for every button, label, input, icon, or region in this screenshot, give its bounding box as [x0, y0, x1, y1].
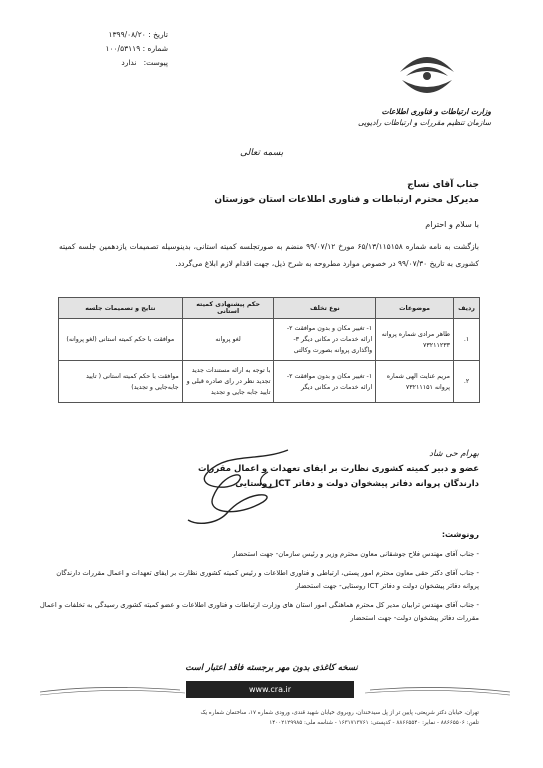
- signatory-name: بهرام حی شاد: [429, 449, 479, 459]
- row-proposal: با توجه به ارائه مستندات جدید تجدید نظر در رای صادره قبلی و تایید جابه جایی و تجدید: [182, 361, 274, 403]
- row-index: ۲.: [454, 361, 480, 403]
- addressee: [49, 178, 479, 208]
- copy-recipient: - جناب آقای مهندس فلاح جوشقانی معاون محترم وزیر و رئیس سازمان- جهت استحضار: [232, 550, 479, 558]
- greeting: با سلام و احترام: [425, 220, 479, 229]
- copies-title: رونوشت:: [441, 530, 479, 539]
- organization-subtitle: سازمان تنظیم مقررات و ارتباطات رادیویی: [357, 118, 491, 127]
- validity-notice: نسخه کاغذی بدون مهر برجسته فاقد اعتبار است: [185, 663, 358, 673]
- website-link[interactable]: www.cra.ir: [186, 681, 354, 698]
- row-index: ۱.: [454, 319, 480, 361]
- date-value: ۱۳۹۹/۰۸/۲۰: [108, 30, 146, 39]
- cra-logo-icon: [392, 42, 462, 104]
- table-row: [59, 319, 480, 361]
- footer-address-line: تهران، خیابان دکتر شریعتی، پایین تر از پل سیدخندان، روبروی خیابان شهید قندی، ورودی شماره ۱۷، ساختمان شماره یک: [200, 710, 479, 716]
- table-header: حکم پیشنهادی کمیته استانی: [182, 298, 274, 319]
- table-header-row: [59, 298, 480, 319]
- invocation: بسمه تعالی: [240, 148, 284, 158]
- organization-name: [358, 106, 491, 128]
- footer-address: [59, 708, 479, 728]
- signatory-title-cont: دارندگان پروانه دفاتر پیشخوان دولت و دفاتر ICT روستایی: [235, 479, 479, 489]
- number-value: ۱۰۰/۵۳۱۱۹: [105, 44, 141, 53]
- letter-meta: [58, 28, 168, 70]
- ministry-name: وزارت ارتباطات و فناوری اطلاعات: [381, 107, 491, 116]
- letter-body: بازگشت به نامه شماره ۶۵/۱۳/۱۱۵۱۵۸ مورخ ۹۹/۰۷/۱۲ منضم به صورتجلسه کمیته استانی، بدینوسیله تصمیمات یازدهمین جلسه کمیته کشوری به تاریخ ۹۹/۰۷/۳۰ در خصوص موارد مطروحه به شرح ذیل، جهت اقدام لازم ابلاغ می‌گردد.: [59, 242, 479, 268]
- attachment-label: پیوست:: [143, 58, 168, 67]
- handwritten-signature: [168, 442, 318, 532]
- attachment-value: ندارد: [121, 58, 137, 67]
- row-subject: طاهر مرادی شماره پروانه ۷۳۲۱۱۲۳۳: [376, 319, 454, 361]
- table-header: نتایج و تصمیمات جلسه: [59, 298, 183, 319]
- number-label: شماره :: [142, 44, 168, 53]
- table-header: نوع تخلف: [274, 298, 376, 319]
- row-proposal: لغو پروانه: [182, 319, 274, 361]
- copy-recipient: - جناب آقای دکتر حقی معاون محترم امور پستی، ارتباطی و فناوری اطلاعات و رئیس کمیته کشوری نظارت بر ایفای تعهدات و اعمال مقررات دارندگان پروانه دفاتر پیشخوان دولت و دفاتر ICT روستایی- جهت استحضار: [56, 569, 479, 590]
- table-header: موضوعات: [376, 298, 454, 319]
- row-violation: ۱- تغییر مکان و بدون موافقت ۲- ارائه خدمات در مکانی دیگر ۳- واگذاری پروانه بصورت وکالتی: [274, 319, 376, 361]
- table-header: ردیف: [454, 298, 480, 319]
- row-decision: موافقت با حکم کمیته استانی (لغو پروانه): [59, 319, 183, 361]
- copy-recipient: - جناب آقای مهندس ترابیان مدیر کل محترم هماهنگی امور استان های وزارت ارتباطات و فناوری اطلاعات و عضو کمیته کشوری رسیدگی به تخلفات و اعمال مقررات دفاتر پیشخوان دولت- جهت استحضار: [39, 601, 479, 622]
- row-subject: مریم عنایت الهی شماره پروانه ۷۳۲۱۱۱۵۱: [376, 361, 454, 403]
- addressee-name: جناب آقای نساج: [407, 180, 479, 190]
- table-row: [59, 361, 480, 403]
- row-violation: ۱- تغییر مکان و بدون موافقت ۲- ارائه خدمات در مکانی دیگر: [274, 361, 376, 403]
- addressee-title: مدیرکل محترم ارتباطات و فناوری اطلاعات استان خوزستان: [214, 195, 479, 205]
- copies-list: [39, 548, 479, 631]
- date-label: تاریخ :: [148, 30, 168, 39]
- decisions-table: [58, 297, 480, 403]
- signatory-title: عضو و دبیر کمیته کشوری نظارت بر ایفای تعهدات و اعمال مقررات: [197, 464, 479, 474]
- row-decision: موافقت با حکم کمیته استانی ( تایید جابه‌جایی و تجدید): [59, 361, 183, 403]
- footer-contact-line: تلفن: ۸۸۶۶۵۵۰۶ - نمابر: ۸۸۶۶۵۵۴۰ - کدپستی: ۱۶۳۱۷۱۳۷۶۱ - شناسه ملی: ۱۴۰۰۲۱۲۹۹۸۵: [269, 720, 479, 726]
